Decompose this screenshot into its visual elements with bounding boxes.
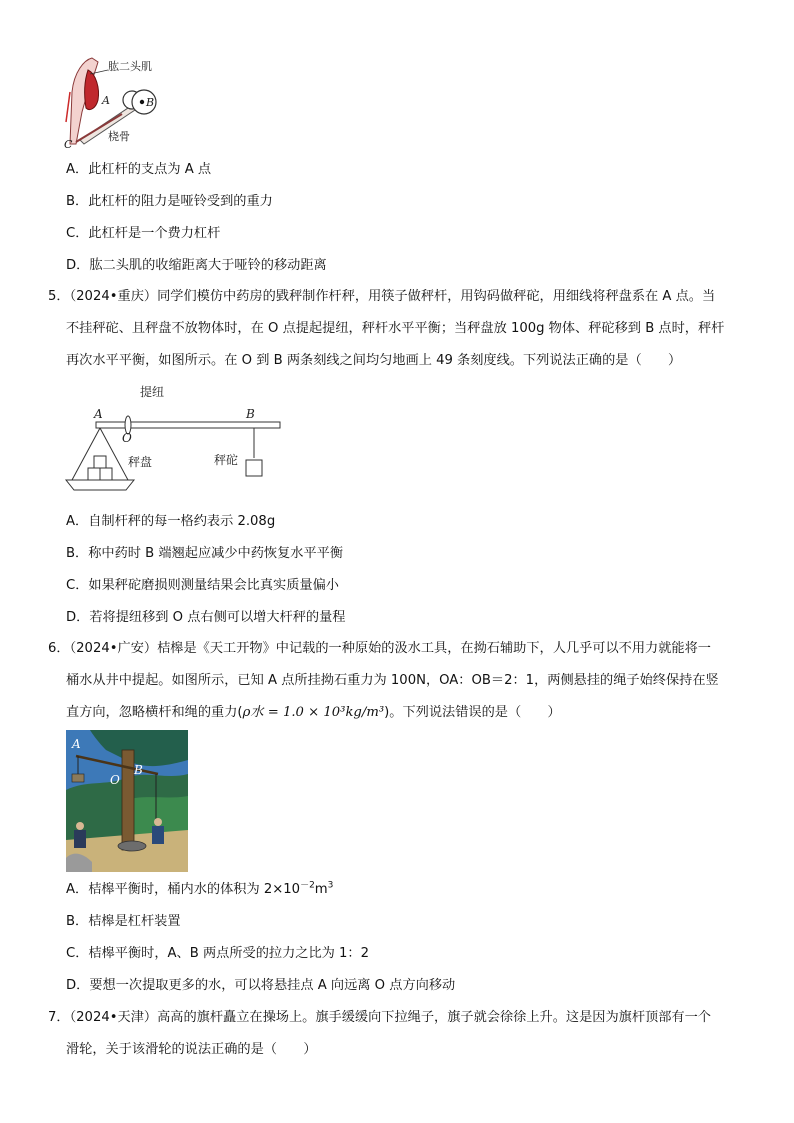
q6-option-a: [66, 881, 333, 899]
q5-option-d: D．若将提纽移到 O 点右侧可以增大杆秤的量程: [66, 610, 346, 625]
label-point-b: B: [146, 96, 155, 109]
q5-stem-line1: 5．（2024•重庆）同学们模仿中药房的戥秤制作杆秤，用筷子做秤杆，用钩码做秤砣，用细线将秤盘系在 A 点。当: [48, 289, 716, 304]
q4-option-b: B．此杠杆的阻力是哑铃受到的重力: [66, 194, 273, 209]
q6-option-d: D．要想一次提取更多的水，可以将悬挂点 A 向远离 O 点方向移动: [66, 978, 456, 993]
q6-option-a-unit: m: [314, 882, 328, 897]
q6-stem-line3-pre: 直方向，忽略横杆和绳的重力(: [66, 705, 243, 720]
label-tizu: 提纽: [140, 385, 165, 399]
label-tuo: 秤砣: [214, 453, 239, 467]
shadoof-illustration: [66, 730, 188, 872]
q4-option-c: C．此杠杆是一个费力杠杆: [66, 226, 221, 241]
q5-stem-line3: 再次水平平衡，如图所示。在 O 到 B 两条刻线之间均匀地画上 49 条刻度线。下列说法正确的是（ ）: [66, 353, 682, 368]
label-pan: 秤盘: [128, 455, 153, 469]
label-bone: 桡骨: [108, 130, 130, 143]
label-point-c: C: [64, 138, 73, 150]
q7-stem-line1: 7．（2024•天津）高高的旗杆矗立在操场上。旗手缓缓向下拉绳子，旗子就会徐徐上升。这是因为旗杆顶部有一个: [48, 1010, 711, 1025]
q6-stem-line2: 桶水从井中提起。如图所示，已知 A 点所挂拗石重力为 100N，OA：OB＝2：1，两侧悬挂的绳子始终保持在竖: [66, 673, 719, 688]
q6-option-c: C．桔槔平衡时，A、B 两点所受的拉力之比为 1：2: [66, 946, 370, 961]
label-shadoof-a: A: [72, 737, 81, 751]
q5-option-c: C．如果秤砣磨损则测量结果会比真实质量偏小: [66, 578, 339, 593]
steelyard-figure: [62, 380, 282, 500]
label-muscle: 肱二头肌: [108, 60, 152, 73]
q5-stem-line2: 不挂秤砣、且秤盘不放物体时，在 O 点提起提纽，秤杆水平平衡；当秤盘放 100g 物体、秤砣移到 B 点时，秤杆: [66, 321, 725, 336]
q4-option-d: D．肱二头肌的收缩距离大于哑铃的移动距离: [66, 258, 327, 273]
q6-option-b: B．桔槔是杠杆装置: [66, 914, 181, 929]
label-shadoof-o: O: [110, 773, 120, 787]
arm-lever-figure: [62, 52, 172, 150]
q6-option-a-exponent: －2: [300, 880, 315, 891]
label-steelyard-a: A: [94, 407, 103, 421]
label-point-a: A: [102, 94, 110, 107]
q6-stem-line3-post: )。下列说法错误的是（ ）: [384, 705, 561, 720]
q6-option-a-text: A．桔槔平衡时，桶内水的体积为 2×10: [66, 882, 301, 897]
label-steelyard-b: B: [246, 407, 255, 421]
q5-option-b: B．称中药时 B 端翘起应减少中药恢复水平平衡: [66, 546, 344, 561]
water-density-formula: ρ水 = 1.0 × 10³kg/m³: [242, 705, 385, 720]
q6-stem-line1: 6．（2024•广安）桔槔是《天工开物》中记载的一种原始的汲水工具，在拗石辅助下，人几乎可以不用力就能将一: [48, 641, 711, 656]
label-steelyard-o: O: [122, 431, 132, 445]
q7-stem-line2: 滑轮，关于该滑轮的说法正确的是（ ）: [66, 1042, 317, 1057]
q4-option-a: A．此杠杆的支点为 A 点: [66, 162, 212, 177]
label-shadoof-b: B: [134, 763, 143, 777]
q6-stem-line3: [66, 704, 561, 722]
q6-option-a-unit-exponent: 3: [327, 880, 334, 891]
q5-option-a: A．自制杆秤的每一格约表示 2.08g: [66, 514, 276, 529]
